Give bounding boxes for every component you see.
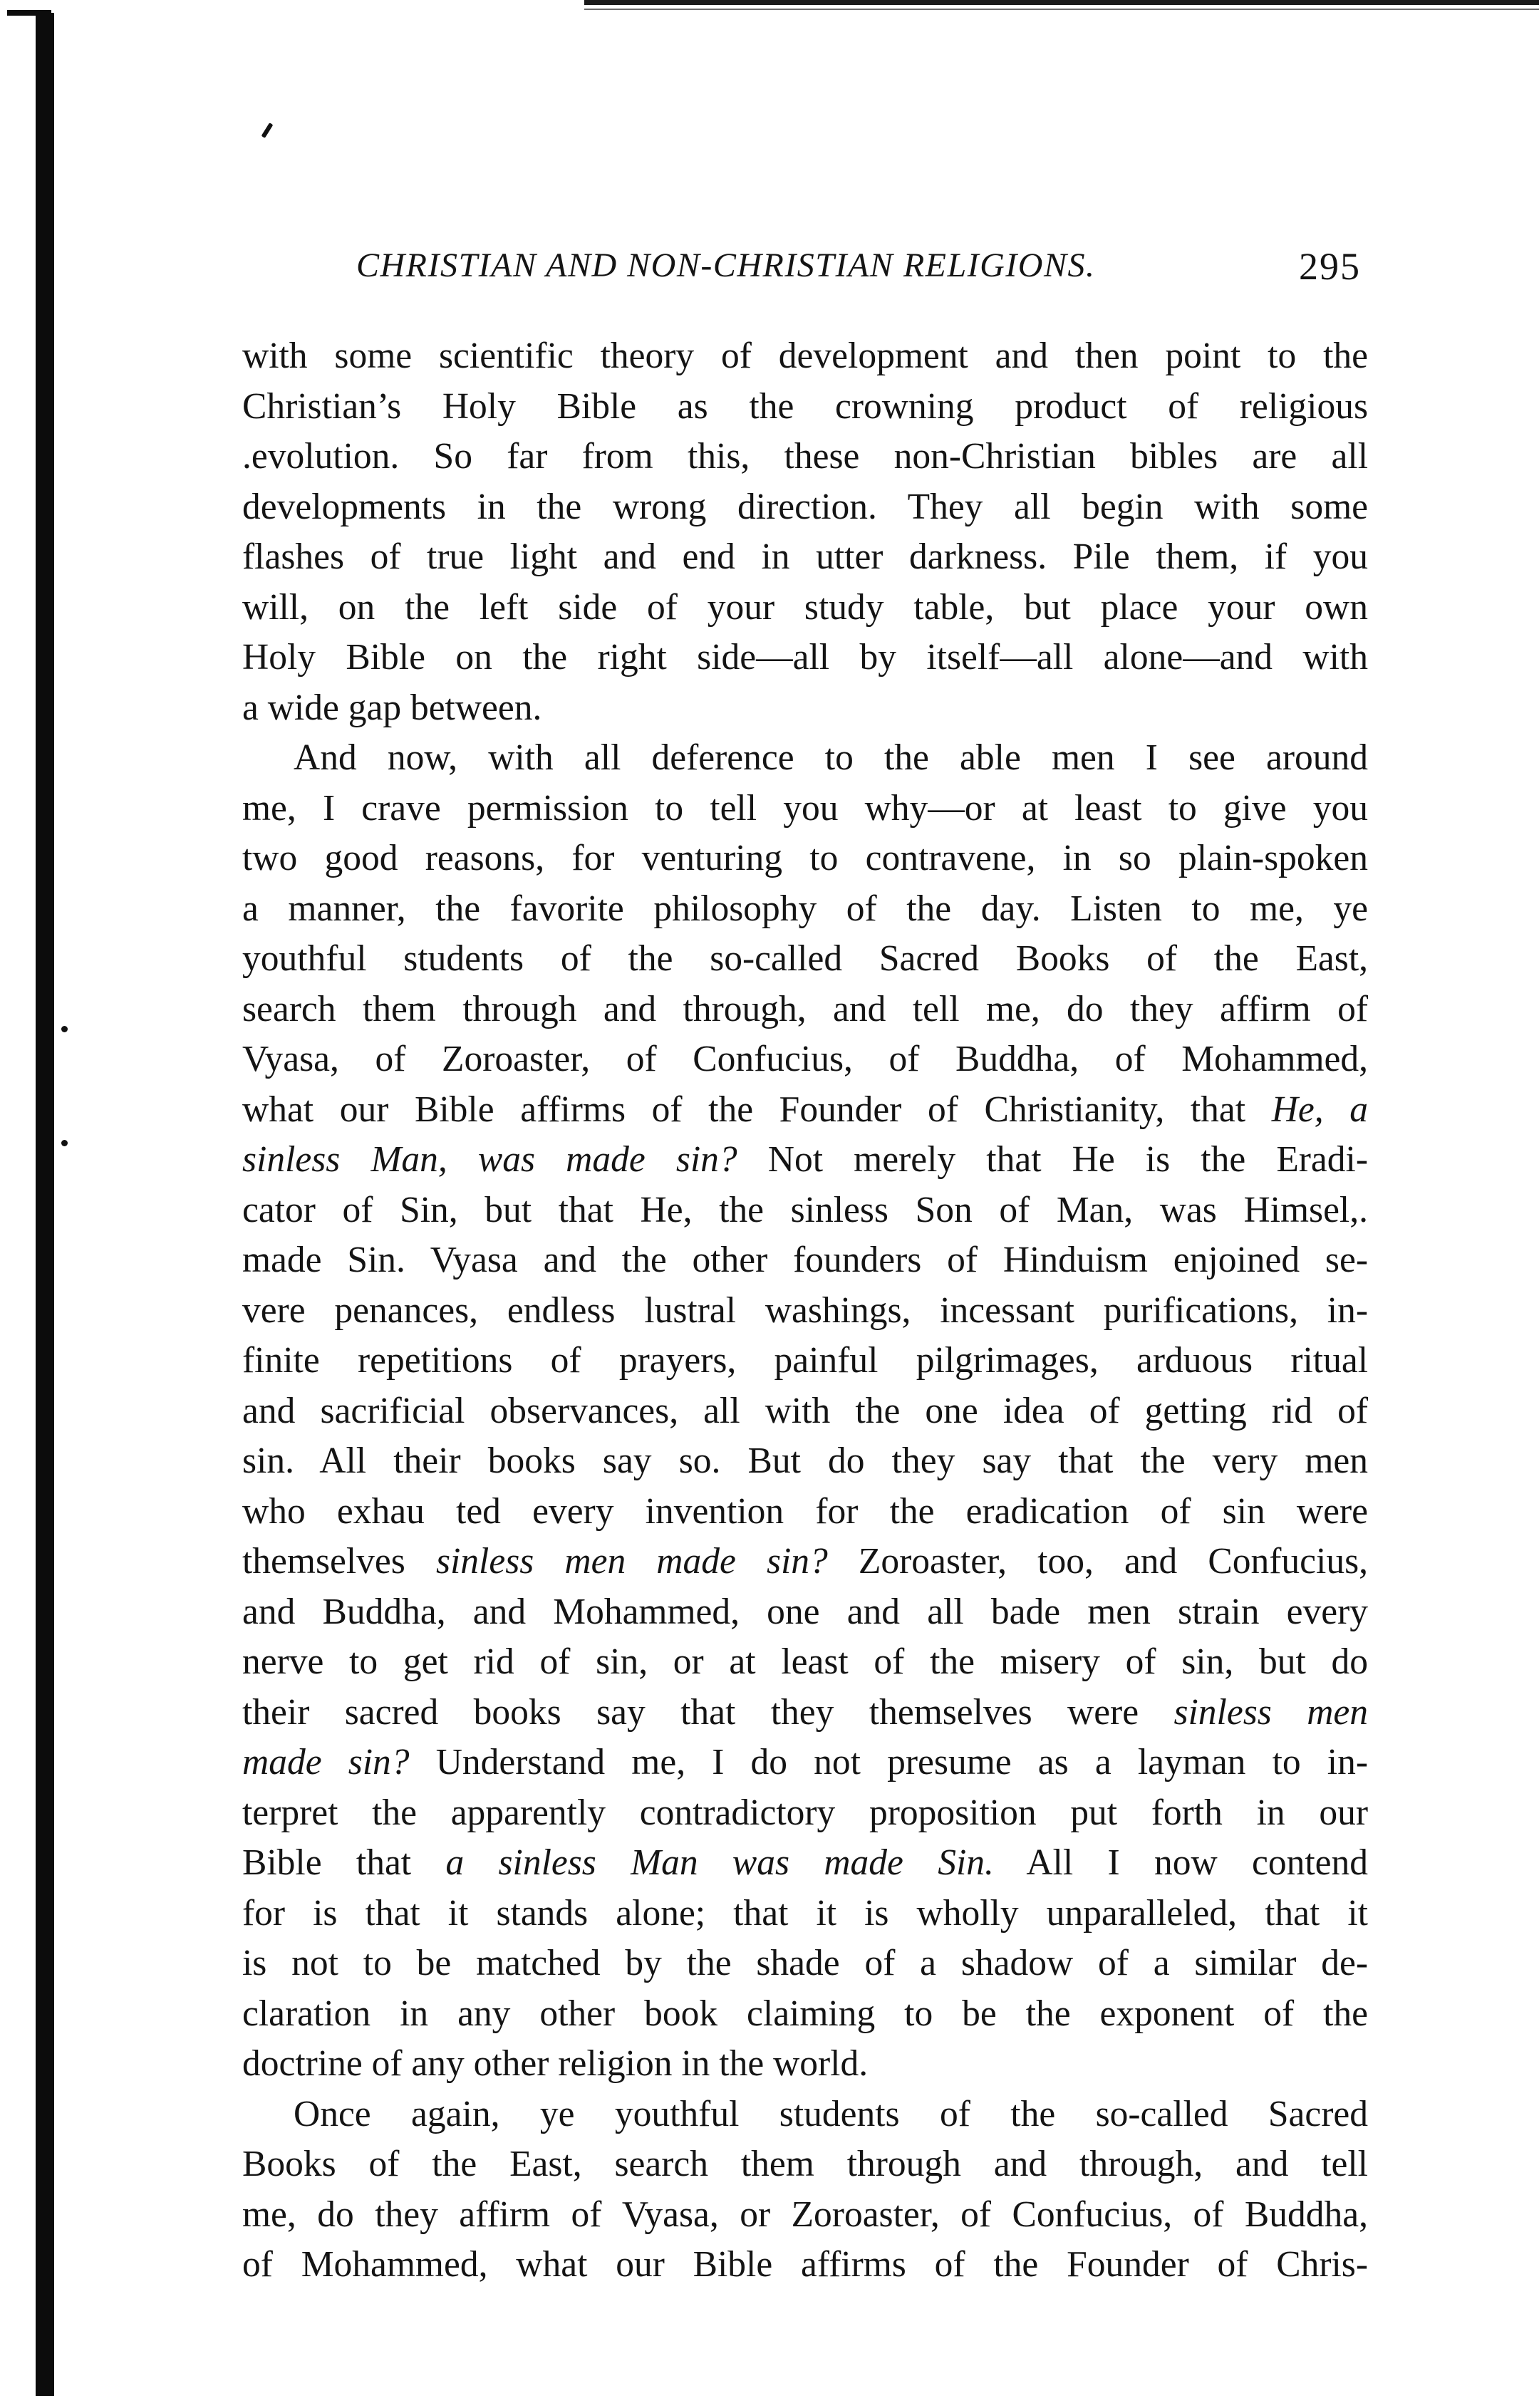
ink-speck — [261, 123, 274, 138]
text-line: youthful students of the so-called Sacred Books of the East, — [242, 938, 1368, 979]
text-line: and Buddha, and Mohammed, one and all bade men strain every — [242, 1591, 1368, 1632]
margin-dot — [61, 1140, 68, 1146]
text-line: me, do they affirm of Vyasa, or Zoroaster, of Confucius, of Buddha, — [242, 2194, 1368, 2235]
text-line: is not to be matched by the shade of a shadow of a similar de- — [242, 1943, 1368, 1983]
top-edge-rule-thin — [584, 9, 1539, 10]
text-line: developments in the wrong direction. They all begin with some — [242, 486, 1368, 527]
text-line: with some scientific theory of development and then point to the — [242, 336, 1368, 376]
text-line: claration in any other book claiming to be the exponent of the — [242, 1993, 1368, 2034]
text-line: made Sin. Vyasa and the other founders of Hinduism enjoined se- — [242, 1240, 1368, 1280]
text-line: sinless Man, was made sin? Not merely that He is the Eradi- — [242, 1139, 1368, 1180]
text-line: me, I crave permission to tell you why—or at least to give you — [242, 787, 1368, 829]
binding-edge — [36, 13, 54, 2396]
text-line: Once again, ye youthful students of the so-called Sacred — [294, 2093, 1368, 2134]
text-line: and sacrificial observances, all with the one idea of getting rid of — [242, 1390, 1368, 1431]
text-line: cator of Sin, but that He, the sinless Son of Man, was Himsel,. — [242, 1189, 1368, 1230]
text-line: flashes of true light and end in utter darkness. Pile them, if you — [242, 536, 1368, 577]
text-line: themselves sinless men made sin? Zoroaster, too, and Confucius, — [242, 1541, 1368, 1582]
text-line: a wide gap between. — [242, 687, 542, 728]
text-line: Bible that a sinless Man was made Sin. All I now contend — [242, 1842, 1368, 1883]
text-line: Vyasa, of Zoroaster, of Confucius, of Buddha, of Mohammed, — [242, 1039, 1368, 1079]
text-line: who exhau ted every invention for the eradication of sin were — [242, 1490, 1368, 1532]
text-line: for is that it stands alone; that it is wholly unparalleled, that it — [242, 1892, 1368, 1934]
text-line: doctrine of any other religion in the world. — [242, 2043, 869, 2084]
text-line: Christian’s Holy Bible as the crowning product of religious — [242, 385, 1368, 427]
text-line: will, on the left side of your study table, but place your own — [242, 586, 1368, 628]
text-line: Books of the East, search them through and through, and tell — [242, 2144, 1368, 2184]
running-title: CHRISTIAN AND NON-CHRISTIAN RELIGIONS. — [356, 246, 1096, 284]
page-number: 295 — [1299, 245, 1361, 288]
top-edge-rule — [584, 0, 1539, 5]
text-line: a manner, the favorite philosophy of the day. Listen to me, ye — [242, 888, 1368, 929]
margin-dot — [61, 1026, 68, 1032]
text-line: sin. All their books say so. But do they say that the very men — [242, 1441, 1368, 1481]
text-line: nerve to get rid of sin, or at least of the misery of sin, but do — [242, 1641, 1368, 1682]
text-line: terpret the apparently contradictory proposition put forth in our — [242, 1792, 1368, 1833]
text-line: finite repetitions of prayers, painful pilgrimages, arduous ritual — [242, 1340, 1368, 1381]
text-line: their sacred books say that they themselves were sinless men — [242, 1691, 1368, 1733]
text-line: made sin? Understand me, I do not presume as a layman to in- — [242, 1742, 1368, 1782]
text-line: what our Bible affirms of the Founder of Christianity, that He, a — [242, 1089, 1368, 1130]
text-line: search them through and through, and tell me, do they affirm of — [242, 988, 1368, 1029]
text-line: of Mohammed, what our Bible affirms of the Founder of Chris- — [242, 2244, 1368, 2285]
text-line: two good reasons, for venturing to contravene, in so plain-spoken — [242, 838, 1368, 878]
text-line: vere penances, endless lustral washings, incessant purifications, in- — [242, 1289, 1368, 1331]
text-line: Holy Bible on the right side—all by itself—all alone—and with — [242, 637, 1368, 678]
text-line: And now, with all deference to the able men I see around — [294, 737, 1368, 778]
body-text — [242, 331, 1368, 2290]
running-head — [242, 246, 1382, 303]
text-line: .evolution. So far from this, these non-Christian bibles are all — [242, 436, 1368, 477]
